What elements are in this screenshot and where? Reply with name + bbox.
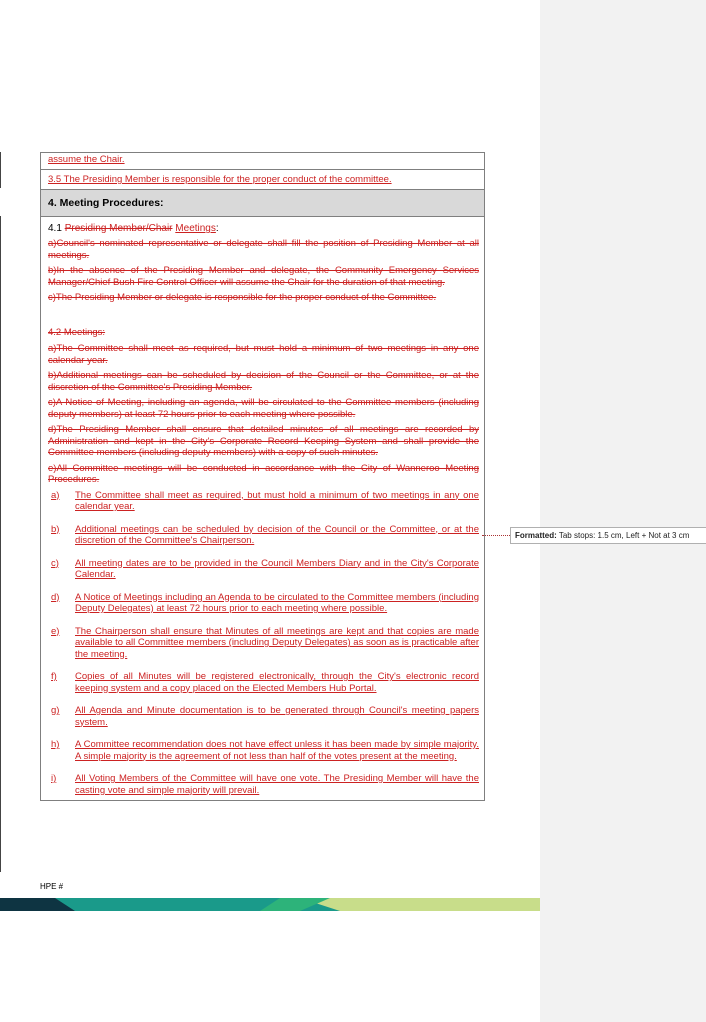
- list-item-text: Additional meetings can be scheduled by decision of the Council or the Committee, or at the discretion of the Committee's Chairperson.: [75, 523, 479, 546]
- subheading-number: 4.1: [48, 223, 65, 234]
- list-item-text: The Chairperson shall ensure that Minutes of all meetings are kept and that copies are made available to all Committee members (including Deputy Delegates) as soon as is practicable after the meeting.: [75, 625, 479, 660]
- list-item-label: i): [51, 773, 57, 784]
- inserted-text: Meetings: [175, 223, 216, 234]
- list-item-text: All meeting dates are to be provided in the Council Members Diary and in the City's Corporate Calendar.: [75, 557, 479, 580]
- list-item-label: h): [51, 739, 60, 750]
- list-item-label: a): [51, 489, 60, 501]
- list-item-text: The Committee shall meet as required, but must hold a minimum of two meetings in any one calendar year.: [75, 489, 479, 512]
- deleted-paragraph: e)All Committee meetings will be conducted in accordance with the City of Wanneroo Meeting Procedures.: [48, 462, 479, 485]
- list-item-label: c): [51, 557, 59, 569]
- inserted-text: 3.5 The Presiding Member is responsible for the proper conduct of the committee.: [48, 174, 392, 185]
- deleted-text: Presiding Member/Chair: [64, 223, 173, 234]
- list-item: [48, 524, 479, 547]
- deleted-paragraph: b)In the absence of the Presiding Member and delegate, the Community Emergency Services Manager/Chief Bush Fire Control Officer will assume the Chair for the duration of that meeting.: [48, 265, 479, 288]
- markup-pane: [540, 0, 706, 1022]
- deleted-paragraph: b)Additional meetings can be scheduled by decision of the Council or the Committee, or at the discretion of the Committee's Presiding Member.: [48, 370, 479, 393]
- list-item-text: Copies of all Minutes will be registered electronically, through the City's electronic record keeping system and a copy placed on the Elected Members Hub Portal.: [75, 671, 479, 694]
- table-row: [41, 170, 484, 190]
- list-item-label: f): [51, 671, 57, 682]
- subheading-colon: :: [215, 223, 219, 234]
- list-item: [48, 490, 479, 513]
- deleted-paragraph: c)The Presiding Member or delegate is responsible for the proper conduct of the Committee.: [48, 292, 437, 303]
- subheading-4-1: [48, 222, 479, 236]
- procedures-table: [40, 152, 485, 801]
- list-item-text: A Committee recommendation does not have effect unless it has been made by simple majority. A simple majority is the agreement of not less than half of the votes present at the meeting.: [75, 739, 479, 762]
- list-item: [48, 592, 479, 615]
- table-row: [41, 217, 484, 800]
- comment-title: Formatted:: [515, 531, 557, 540]
- list-item: [48, 626, 479, 661]
- comment-text: Tab stops: 1.5 cm, Left + Not at 3 cm: [556, 531, 690, 540]
- change-bar: [0, 152, 1, 188]
- section-heading: 4. Meeting Procedures:: [48, 197, 164, 209]
- list-item-label: g): [51, 705, 60, 716]
- table-row: [41, 153, 484, 170]
- deleted-paragraph: a)The Committee shall meet as required, but must hold a minimum of two meetings in any one calendar year.: [48, 343, 479, 366]
- inserted-text: assume the Chair.: [48, 154, 125, 165]
- list-item: [48, 558, 479, 581]
- deleted-paragraph: d)The Presiding Member shall ensure that detailed minutes of all meetings are recorded by Administration and kept in the City's Corporate Record Keeping System and shall provide the Committee members (including deputy members) with a copy of such minutes.: [48, 424, 479, 458]
- list-item: [48, 773, 479, 796]
- list-item-text: All Agenda and Minute documentation is to be generated through Council's meeting papers system.: [75, 705, 479, 728]
- list-item-text: A Notice of Meetings including an Agenda to be circulated to the Committee members (including Deputy Delegates) at least 72 hours prior to each meeting where possible.: [75, 591, 479, 614]
- formatting-comment-balloon[interactable]: [510, 527, 706, 544]
- list-item-label: d): [51, 591, 60, 603]
- list-item: [48, 671, 479, 694]
- comment-leader-line: [482, 535, 510, 536]
- section-heading-row: [41, 190, 484, 217]
- deleted-paragraph: c)A Notice of Meeting, including an agenda, will be circulated to the Committee members (including deputy members) at least 72 hours prior to each meeting where possible.: [48, 397, 479, 420]
- change-bar: [0, 216, 1, 872]
- deleted-subheading: 4.2 Meetings:: [48, 326, 106, 338]
- footer-decorative-band: [0, 898, 540, 911]
- list-item-label: e): [51, 625, 60, 637]
- list-item-label: b): [51, 523, 60, 535]
- list-item-text: All Voting Members of the Committee will have one vote. The Presiding Member will have the casting vote and simple majority will prevail.: [75, 773, 479, 796]
- deleted-paragraph: a)Council's nominated representative or delegate shall fill the position of Presiding Member at all meetings.: [48, 238, 479, 261]
- footer-hpe-reference: HPE #: [40, 882, 64, 891]
- list-item: [48, 739, 479, 762]
- list-item: [48, 705, 479, 728]
